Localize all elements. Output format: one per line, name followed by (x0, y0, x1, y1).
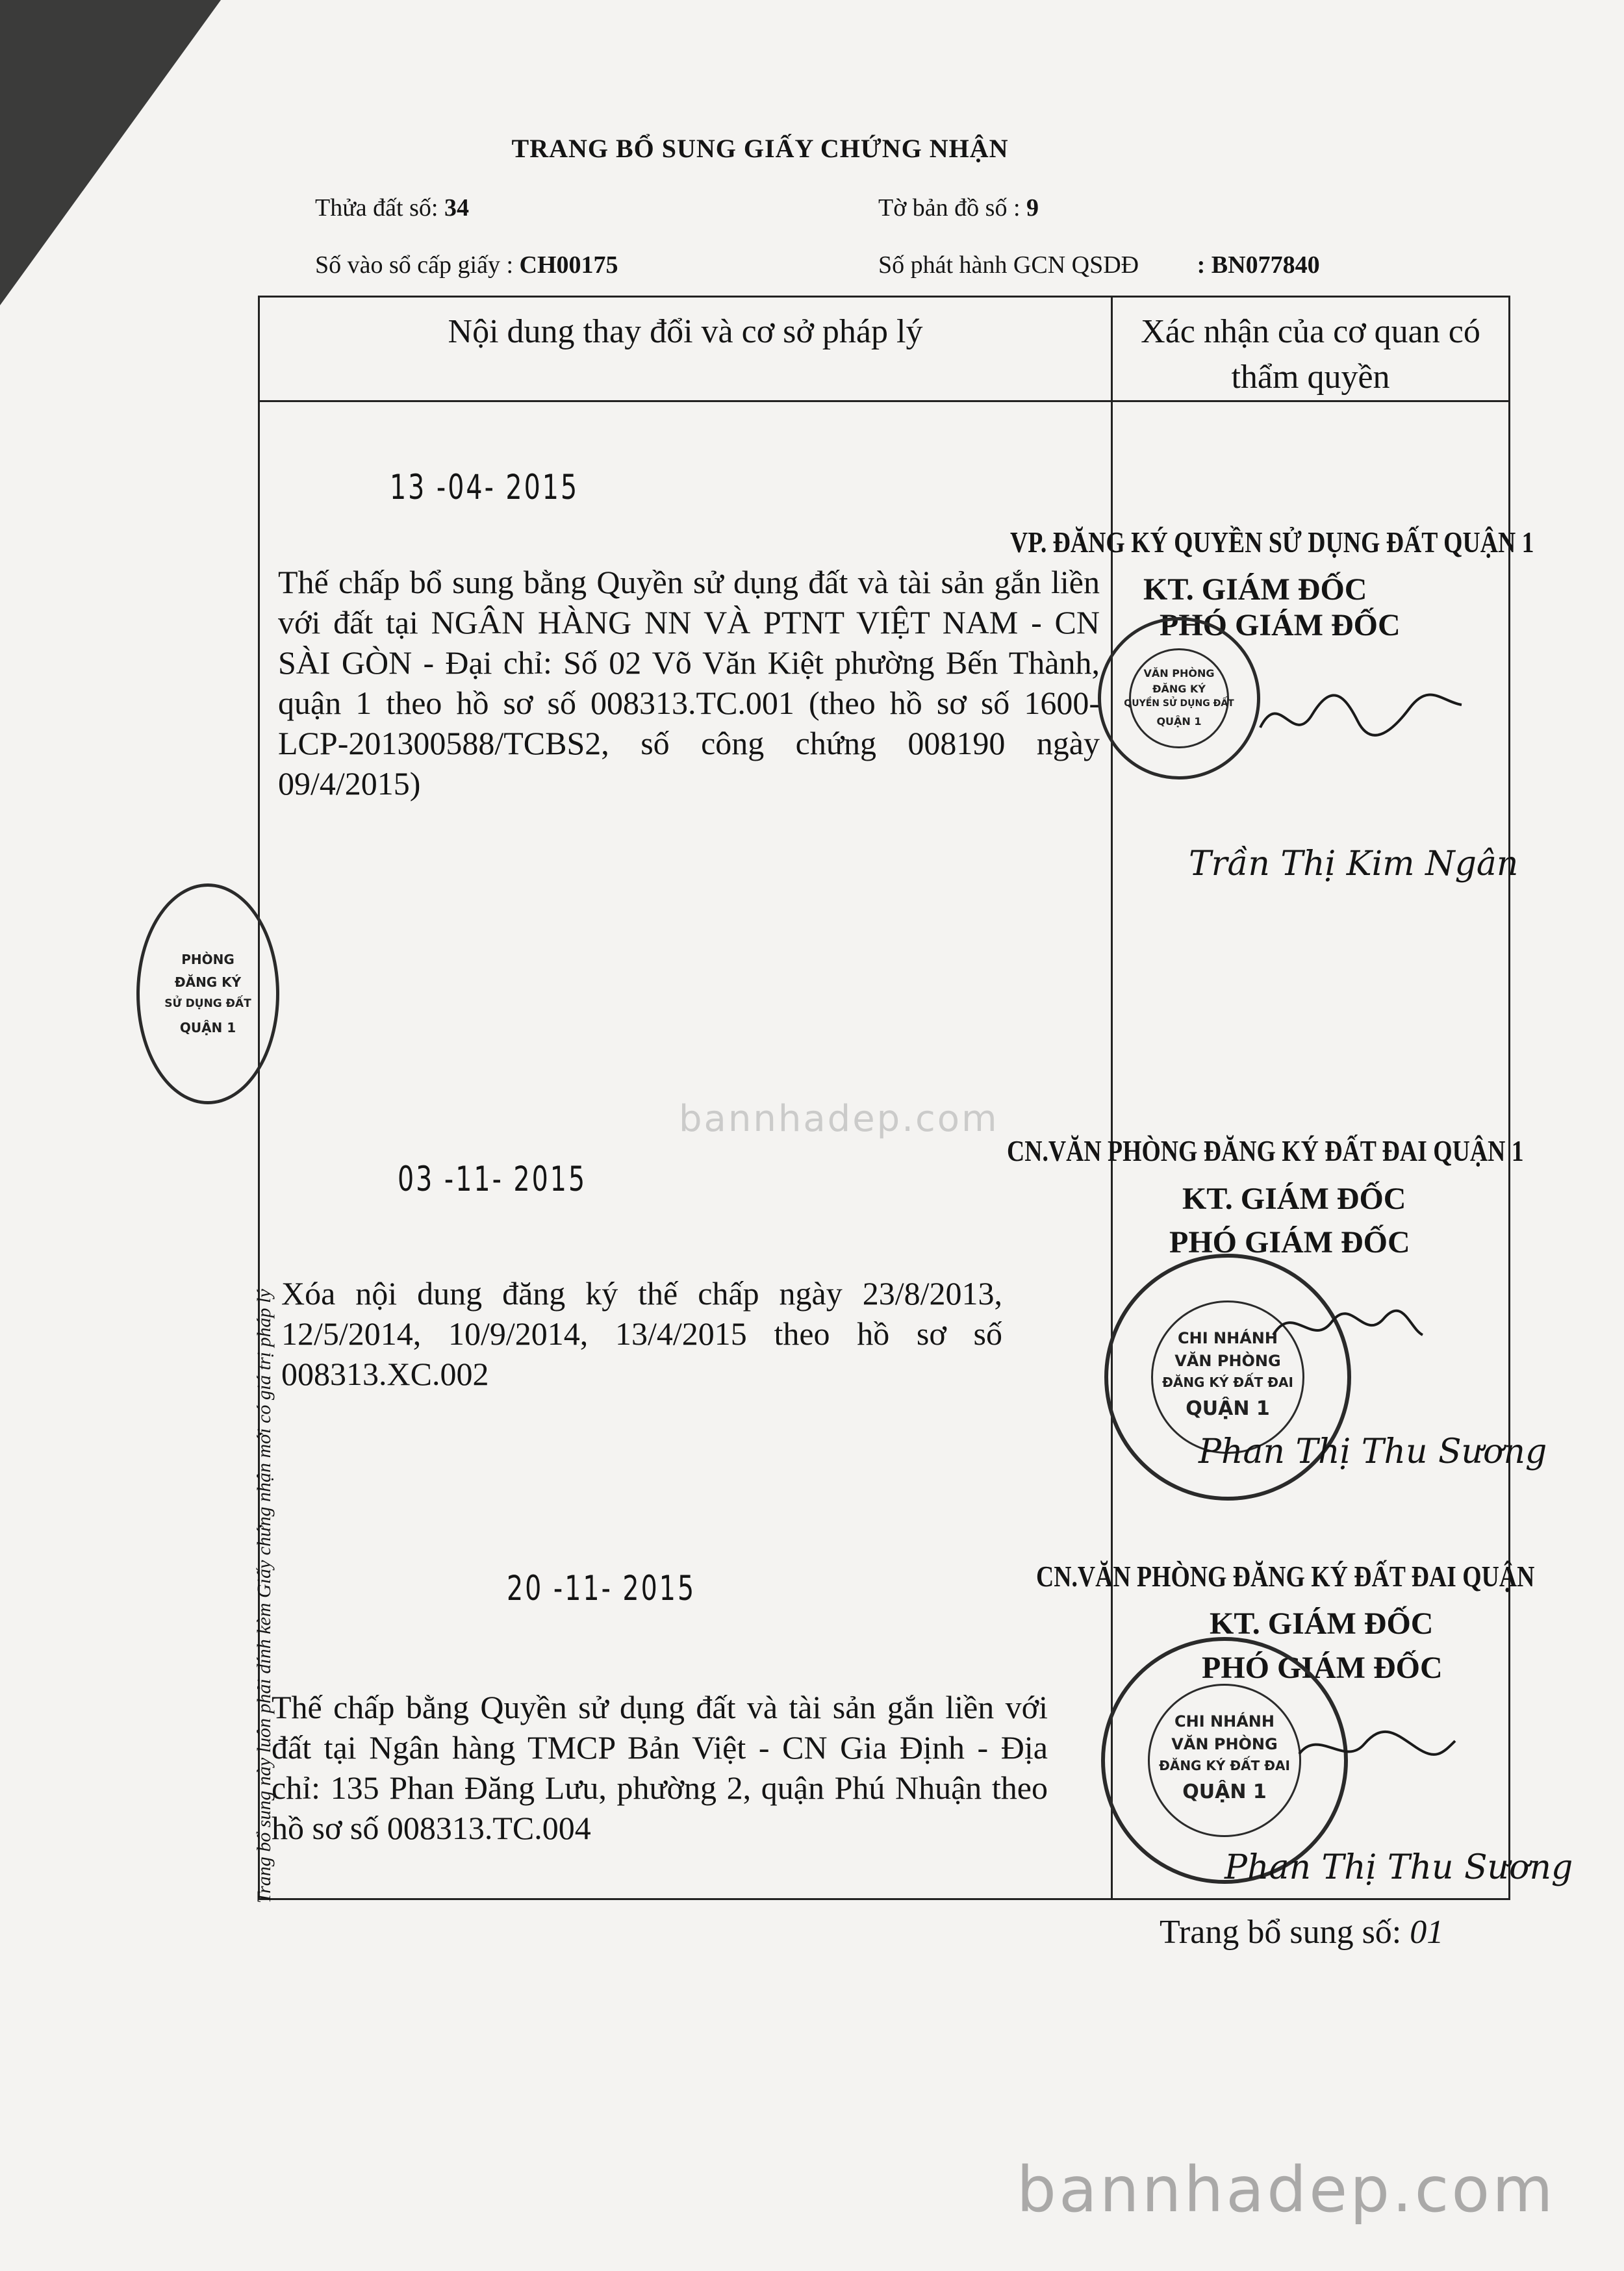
entry-1-seal: VĂN PHÒNG ĐĂNG KÝ QUYỀN SỬ DỤNG ĐẤT QUẬN 1 (1098, 617, 1260, 780)
entry-1-role-2: PHÓ GIÁM ĐỐC (1160, 608, 1401, 642)
column-header-authority: Xác nhận của cơ quan có thẩm quyền (1112, 297, 1510, 401)
column-header-content: Nội dung thay đổi và cơ sở pháp lý (259, 297, 1112, 401)
registry-number (315, 251, 618, 279)
issue-label: Số phát hành GCN QSDĐ (878, 251, 1139, 279)
entry-1-date: 13 -04- 2015 (390, 467, 579, 508)
entry-3-seal: CHI NHÁNH VĂN PHÒNG ĐĂNG KÝ ĐẤT ĐAI QUẬN 1 (1101, 1637, 1348, 1884)
parcel-value: 34 (444, 194, 469, 222)
entry-2-text: Xóa nội dung đăng ký thế chấp ngày 23/8/2013, 12/5/2014, 10/9/2014, 13/4/2015 theo hồ sơ số 008313.XC.002 (281, 1275, 1002, 1392)
entry-1-role-1: KT. GIÁM ĐỐC (1143, 572, 1367, 607)
entry-2-office: CN.VĂN PHÒNG ĐĂNG KÝ ĐẤT ĐAI QUẬN 1 (1007, 1134, 1524, 1167)
supplement-page-number (1160, 1913, 1443, 1951)
entry-1-text: Thế chấp bổ sung bằng Quyền sử dụng đất và tài sản gắn liền với đất tại NGÂN HÀNG NN VÀ PTNT VIỆT NAM - CN SÀI GÒN - Đại chỉ: Số 02 Võ Văn Kiệt phường Bến Thành, quận 1 theo hồ sơ số 008313.TC.001 (theo hồ sơ số 1600-LCP-201300588/TCBS2, số công chứng 008190 ngày 09/4/2015) (278, 564, 1100, 802)
map-sheet-label: Tờ bản đồ số : (878, 194, 1021, 222)
issue-number (878, 251, 1320, 279)
entry-2-seal: CHI NHÁNH VĂN PHÒNG ĐĂNG KÝ ĐẤT ĐAI QUẬN 1 (1104, 1254, 1351, 1501)
document-title: TRANG BỔ SUNG GIẤY CHỨNG NHẬN (511, 134, 1009, 163)
issue-value: : BN077840 (1197, 251, 1320, 279)
entry-3-date: 20 -11- 2015 (507, 1568, 696, 1609)
registry-label: Số vào sổ cấp giấy : (315, 251, 514, 279)
entry-2-signer: Phan Thị Thu Sương (1199, 1432, 1547, 1471)
entry-3-role-2: PHÓ GIÁM ĐỐC (1202, 1651, 1443, 1685)
entry-3-text: Thế chấp bằng Quyền sử dụng đất và tài sản gắn liền với đất tại Ngân hàng TMCP Bản Việt - CN Gia Định - Địa chỉ: 135 Phan Đăng Lưu, phường 2, quận Phú Nhuận theo hồ sơ số 008313.TC.004 (272, 1689, 1048, 1846)
map-sheet-number (878, 194, 1039, 222)
entry-2-date: 03 -11- 2015 (398, 1159, 587, 1200)
side-legal-note: Trang bổ sung này luôn phải đính kèm Giấy chứng nhận mới có giá trị pháp lý (253, 1289, 275, 1903)
entry-1-office: VP. ĐĂNG KÝ QUYỀN SỬ DỤNG ĐẤT QUẬN 1 (1010, 526, 1534, 559)
entry-3-signature (1293, 1715, 1462, 1773)
entry-3-office: CN.VĂN PHÒNG ĐĂNG KÝ ĐẤT ĐAI QUẬN (1036, 1560, 1535, 1593)
entry-2-signature (1267, 1296, 1429, 1354)
margin-seal-fragment: PHÒNG ĐĂNG KÝ SỬ DỤNG ĐẤT QUẬN 1 (136, 883, 279, 1104)
entry-1-signer: Trần Thị Kim Ngân (1189, 844, 1519, 883)
entry-2-role-2: PHÓ GIÁM ĐỐC (1169, 1225, 1410, 1260)
footer-label: Trang bổ sung số: (1160, 1914, 1402, 1951)
registry-value: CH00175 (519, 251, 618, 279)
entry-2-role-1: KT. GIÁM ĐỐC (1182, 1182, 1406, 1216)
parcel-label: Thửa đất số: (315, 194, 438, 222)
entry-3-role-1: KT. GIÁM ĐỐC (1210, 1606, 1434, 1641)
entry-3-signer: Phan Thị Thu Sương (1224, 1848, 1573, 1887)
map-sheet-value: 9 (1026, 194, 1039, 222)
watermark-center: bannhadep.com (679, 1098, 999, 1140)
entry-1-signature (1254, 676, 1468, 754)
watermark-bottom: bannhadep.com (1017, 2153, 1556, 2226)
footer-value: 01 (1410, 1914, 1444, 1951)
parcel-number (315, 194, 469, 222)
